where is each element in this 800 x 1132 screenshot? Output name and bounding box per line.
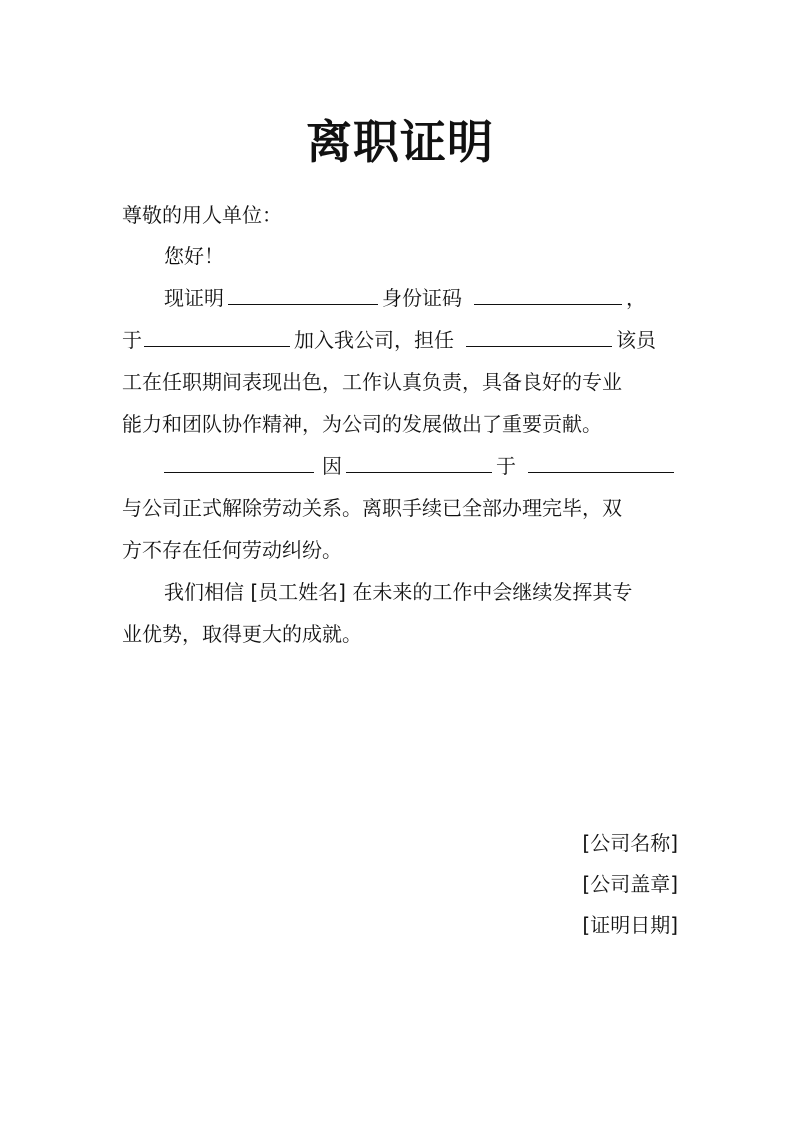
- greeting: 您好！: [164, 244, 224, 268]
- salutation: 尊敬的用人单位：: [122, 203, 282, 227]
- lead-text: 现证明: [164, 286, 224, 310]
- company-name: [公司名称]: [582, 831, 678, 855]
- paragraph-2-line-1: [164, 445, 678, 487]
- yu-text-2: 于: [496, 454, 516, 478]
- document-title: 离职证明: [306, 115, 494, 169]
- paragraph-3-line-1: 我们相信 [员工姓名] 在未来的工作中会继续发挥其专: [164, 580, 633, 604]
- id-number-blank[interactable]: [474, 278, 622, 305]
- certificate-date: [证明日期]: [582, 913, 678, 937]
- id-label: 身份证码: [382, 286, 462, 310]
- yu-text: 于: [122, 328, 142, 352]
- paragraph-2-line-3: 方不存在任何劳动纠纷。: [122, 538, 342, 562]
- employee-name-blank[interactable]: [228, 278, 378, 305]
- reason-blank[interactable]: [346, 446, 492, 473]
- position-blank[interactable]: [466, 320, 612, 347]
- paragraph-3-line-2: 业优势，取得更大的成就。: [122, 622, 362, 646]
- join-date-blank[interactable]: [144, 320, 290, 347]
- yin-text: 因: [322, 454, 342, 478]
- paragraph-1-line-1: [164, 277, 646, 319]
- leave-date-blank[interactable]: [528, 446, 674, 473]
- paragraph-1-line-3: 工在任职期间表现出色，工作认真负责，具备良好的专业: [122, 370, 622, 394]
- employee-name-blank-2[interactable]: [164, 446, 314, 473]
- paragraph-2-line-2: 与公司正式解除劳动关系。离职手续已全部办理完毕，双: [122, 496, 622, 520]
- company-seal: [公司盖章]: [582, 872, 678, 896]
- comma: ，: [626, 286, 646, 310]
- gai-yuan-text: 该员: [616, 328, 656, 352]
- join-text: 加入我公司，担任: [294, 328, 454, 352]
- paragraph-1-line-4: 能力和团队协作精神，为公司的发展做出了重要贡献。: [122, 412, 602, 436]
- paragraph-1-line-2: [122, 319, 656, 361]
- signature-block: [478, 823, 678, 946]
